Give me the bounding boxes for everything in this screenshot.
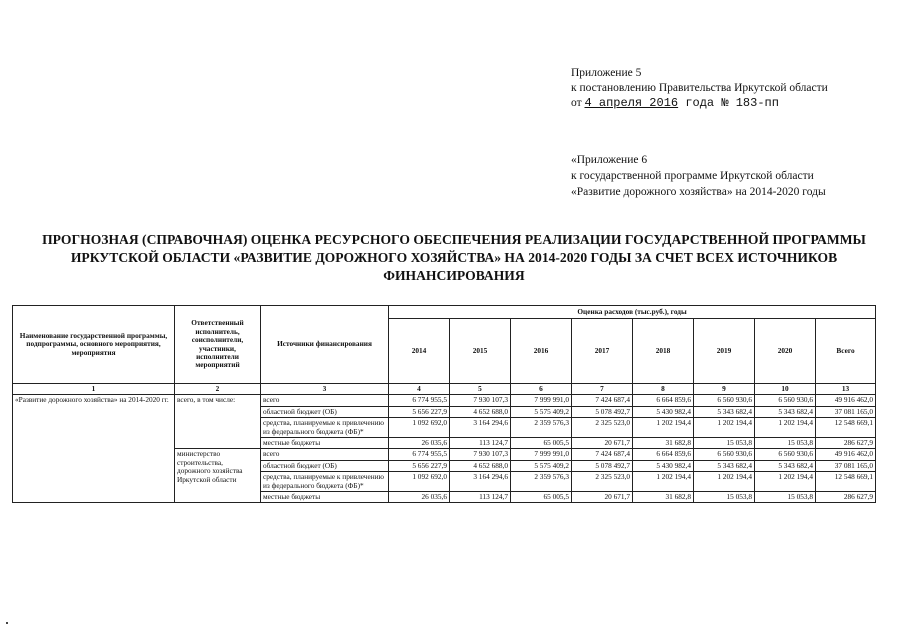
value-cell: 5 343 682,4 [755,460,816,471]
source-cell: местные бюджеты [261,492,389,503]
value-cell: 5 078 492,7 [572,406,633,417]
program-name-cell: «Развитие дорожного хозяйства» на 2014-2020 гг. [13,395,175,503]
value-cell: 26 035,6 [389,492,450,503]
value-cell: 2 325 523,0 [572,472,633,492]
value-cell: 2 325 523,0 [572,418,633,438]
column-index: 10 [755,384,816,395]
funding-table [12,305,876,503]
total-cell: 37 081 165,0 [816,460,876,471]
value-cell: 1 202 194,4 [755,472,816,492]
total-cell: 286 627,9 [816,492,876,503]
header-year: 2016 [511,319,572,384]
document-title: ПРОГНОЗНАЯ (СПРАВОЧНАЯ) ОЦЕНКА РЕСУРСНОГО ОБЕСПЕЧЕНИЯ РЕАЛИЗАЦИИ ГОСУДАРСТВЕННОЙ ПРОГРАММЫ ИРКУТСКОЙ ОБЛАСТИ «РАЗВИТИЕ ДОРОЖНОГО ХОЗЯЙСТВА» НА 2014-2020 ГОДЫ ЗА СЧЕТ ВСЕХ ИСТОЧНИКОВ ФИНАНСИРОВАНИЯ [42,232,866,283]
source-cell: всего [261,449,389,460]
column-index: 3 [261,384,389,395]
total-cell: 12 548 669,1 [816,472,876,492]
column-index: 6 [511,384,572,395]
value-cell: 6 664 859,6 [633,395,694,406]
value-cell: 1 202 194,4 [633,418,694,438]
appendix-6-program: к государственной программе Иркутской области [571,170,814,182]
value-cell: 15 053,8 [755,492,816,503]
value-cell: 5 575 409,2 [511,406,572,417]
total-cell: 286 627,9 [816,438,876,449]
header-program-name: Наименование государственной программы, подпрограммы, основного мероприятия, мероприятия [13,306,175,384]
appendix-6-block [571,152,826,200]
appendix-5-date: 4 апреля 2016 [584,96,679,110]
column-index: 4 [389,384,450,395]
header-estimate: Оценка расходов (тыс.руб.), годы [389,306,876,319]
executor-cell: всего, в том числе: [175,395,261,449]
value-cell: 7 930 107,3 [450,395,511,406]
value-cell: 7 424 687,4 [572,395,633,406]
appendix-5-block [571,66,828,111]
appendix-5-title: Приложение 5 [571,67,642,79]
value-cell: 6 560 930,6 [694,449,755,460]
value-cell: 3 164 294,6 [450,418,511,438]
value-cell: 6 774 955,5 [389,395,450,406]
value-cell: 31 682,8 [633,492,694,503]
value-cell: 113 124,7 [450,438,511,449]
source-cell: областной бюджет (ОБ) [261,460,389,471]
total-cell: 49 916 462,0 [816,449,876,460]
appendix-6-title: «Приложение 6 [571,154,648,166]
value-cell: 5 343 682,4 [755,406,816,417]
value-cell: 2 359 576,3 [511,418,572,438]
value-cell: 1 092 692,0 [389,472,450,492]
value-cell: 2 359 576,3 [511,472,572,492]
value-cell: 20 671,7 [572,438,633,449]
column-index: 9 [694,384,755,395]
header-year: 2018 [633,319,694,384]
value-cell: 5 656 227,9 [389,460,450,471]
appendix-5-number: года № 183-пп [678,96,779,110]
header-year: 2019 [694,319,755,384]
appendix-5-date-line [571,96,828,111]
header-source: Источники финансирования [261,306,389,384]
column-index: 7 [572,384,633,395]
value-cell: 5 078 492,7 [572,460,633,471]
header-total: Всего [816,319,876,384]
value-cell: 4 652 688,0 [450,460,511,471]
header-year: 2017 [572,319,633,384]
value-cell: 65 005,5 [511,492,572,503]
header-year: 2020 [755,319,816,384]
value-cell: 5 343 682,4 [694,460,755,471]
value-cell: 15 053,8 [694,438,755,449]
value-cell: 5 656 227,9 [389,406,450,417]
value-cell: 6 664 859,6 [633,449,694,460]
source-cell: средства, планируемые к привлечению из федерального бюджета (ФБ)* [261,418,389,438]
value-cell: 6 560 930,6 [755,449,816,460]
value-cell: 5 343 682,4 [694,406,755,417]
value-cell: 4 652 688,0 [450,406,511,417]
value-cell: 1 202 194,4 [633,472,694,492]
appendix-6-program-name: «Развитие дорожного хозяйства» на 2014-2020 годы [571,186,826,198]
value-cell: 26 035,6 [389,438,450,449]
value-cell: 3 164 294,6 [450,472,511,492]
total-cell: 37 081 165,0 [816,406,876,417]
value-cell: 1 092 692,0 [389,418,450,438]
value-cell: 6 560 930,6 [694,395,755,406]
value-cell: 31 682,8 [633,438,694,449]
value-cell: 15 053,8 [694,492,755,503]
appendix-5-from: от [571,97,582,109]
value-cell: 15 053,8 [755,438,816,449]
source-cell: всего [261,395,389,406]
value-cell: 20 671,7 [572,492,633,503]
value-cell: 7 999 991,0 [511,449,572,460]
value-cell: 113 124,7 [450,492,511,503]
value-cell: 1 202 194,4 [694,472,755,492]
value-cell: 1 202 194,4 [755,418,816,438]
header-year: 2014 [389,319,450,384]
total-cell: 49 916 462,0 [816,395,876,406]
column-index: 2 [175,384,261,395]
table-row [13,395,876,406]
value-cell: 6 774 955,5 [389,449,450,460]
appendix-5-resolution: к постановлению Правительства Иркутской области [571,82,828,94]
value-cell: 7 930 107,3 [450,449,511,460]
column-index: 5 [450,384,511,395]
executor-cell: министерство строительства, дорожного хозяйства Иркутской области [175,449,261,503]
header-year: 2015 [450,319,511,384]
scan-speck [6,622,8,624]
value-cell: 7 424 687,4 [572,449,633,460]
value-cell: 5 430 982,4 [633,406,694,417]
value-cell: 7 999 991,0 [511,395,572,406]
source-cell: местные бюджеты [261,438,389,449]
column-index: 8 [633,384,694,395]
value-cell: 65 005,5 [511,438,572,449]
header-executor: Ответственный исполнитель, соисполнители, участники, исполнители мероприятий [175,306,261,384]
column-index: 1 [13,384,175,395]
source-cell: областной бюджет (ОБ) [261,406,389,417]
column-index: 13 [816,384,876,395]
total-cell: 12 548 669,1 [816,418,876,438]
value-cell: 6 560 930,6 [755,395,816,406]
value-cell: 1 202 194,4 [694,418,755,438]
value-cell: 5 575 409,2 [511,460,572,471]
source-cell: средства, планируемые к привлечению из федерального бюджета (ФБ)* [261,472,389,492]
value-cell: 5 430 982,4 [633,460,694,471]
